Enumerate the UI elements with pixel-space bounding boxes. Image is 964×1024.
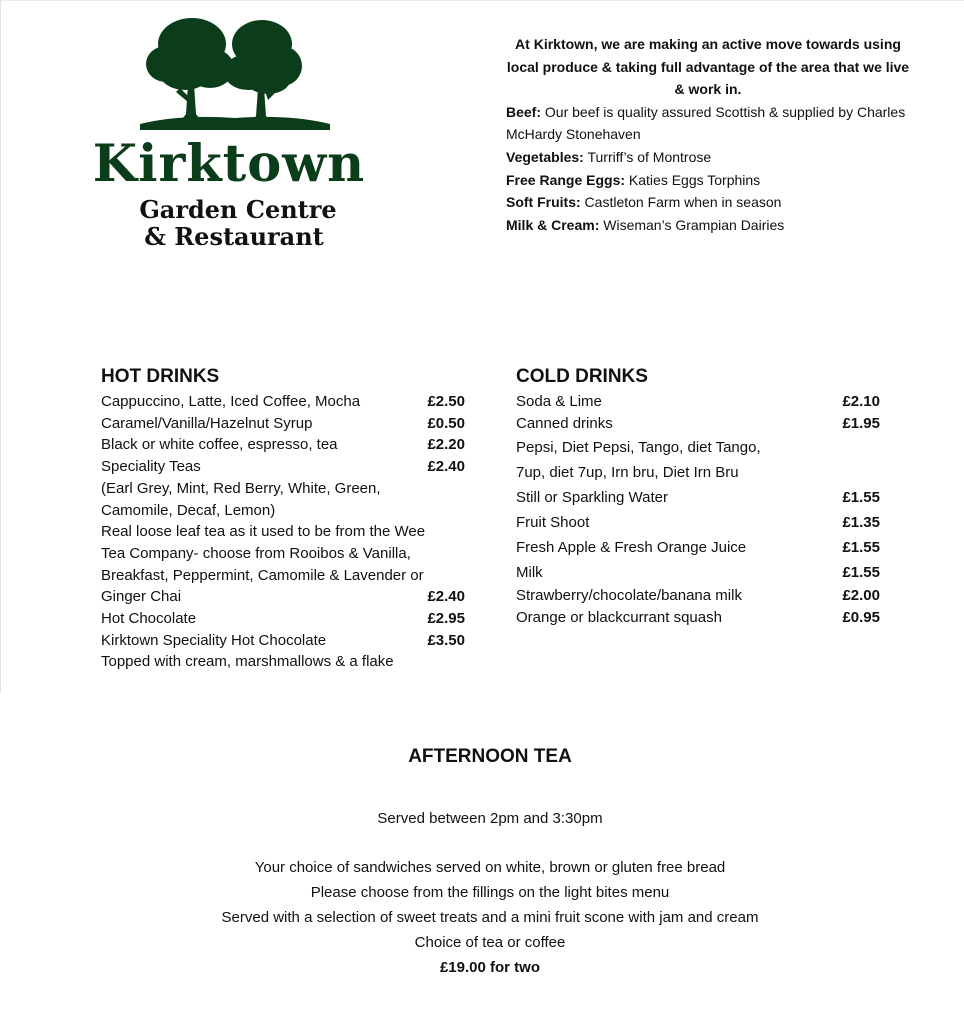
supplier-eggs [506, 169, 910, 192]
item-price: £3.50 [427, 631, 465, 649]
supplier-label: Vegetables: [506, 148, 584, 165]
item-text: Still or Sparkling Water [516, 489, 668, 506]
menu-row [101, 500, 465, 522]
afternoon-tea-section [0, 744, 964, 980]
item-text: Milk [516, 564, 543, 581]
item-text: Hot Chocolate [101, 610, 197, 628]
item-text: Cappuccino, Latte, Iced Coffee, Mocha [101, 393, 361, 410]
menu-row [516, 607, 880, 629]
menu-row [516, 510, 880, 535]
menu-row [101, 434, 465, 456]
cold-drinks-title: COLD DRINKS [516, 366, 648, 387]
menu-row [516, 585, 880, 607]
menu-row [101, 391, 465, 413]
afternoon-tea-serving-times: Served between 2pm and 3:30pm [377, 810, 603, 827]
menu-row [101, 456, 465, 478]
item-text: Speciality Teas [101, 458, 201, 476]
item-text: Real loose leaf tea as it used to be from the Wee [101, 523, 426, 541]
supplier-beef [506, 101, 910, 146]
supplier-text: Wiseman’s Grampian Dairies [599, 216, 785, 233]
menu-row [101, 521, 465, 543]
item-text: Canned drinks [516, 415, 613, 432]
trees-icon [140, 14, 330, 134]
supplier-soft-fruits [506, 191, 910, 214]
menu-row [101, 608, 465, 630]
item-text: Orange or blackcurrant squash [516, 609, 722, 626]
menu-row [101, 630, 465, 652]
afternoon-tea-description [0, 855, 964, 955]
local-produce-info [506, 33, 910, 236]
supplier-vegetables [506, 146, 910, 169]
description-line: Please choose from the fillings on the light bites menu [310, 884, 670, 901]
menu-row [516, 535, 880, 560]
menu-row [101, 478, 465, 500]
logo-wordmark: Kirktown [92, 134, 366, 194]
item-text: Ginger Chai [101, 588, 182, 606]
item-price: £2.40 [427, 458, 465, 476]
hot-drinks-section [101, 364, 465, 673]
menu-row [516, 413, 880, 435]
item-text: Kirktown Speciality Hot Chocolate [101, 631, 327, 649]
menu-row [516, 391, 880, 413]
description-line: Served with a selection of sweet treats and a mini fruit scone with jam and cream [221, 909, 759, 926]
menu-row [516, 435, 880, 460]
item-text: Tea Company- choose from Rooibos & Vanilla, [101, 544, 411, 562]
item-text: Fresh Apple & Fresh Orange Juice [516, 539, 747, 556]
page-top-border [0, 0, 964, 1]
afternoon-tea-title: AFTERNOON TEA [408, 746, 572, 767]
item-text: Black or white coffee, espresso, tea [101, 436, 338, 454]
item-price: £2.95 [427, 610, 465, 628]
item-price: £1.55 [842, 564, 880, 581]
afternoon-tea-price: £19.00 for two [439, 959, 541, 976]
supplier-label: Milk & Cream: [506, 216, 600, 233]
cold-drinks-section [516, 364, 880, 629]
item-price: £1.35 [842, 514, 880, 531]
item-price: £1.55 [842, 489, 880, 506]
menu-row [516, 560, 880, 585]
supplier-label: Beef: [506, 103, 542, 120]
supplier-milk-cream [506, 214, 910, 237]
page-left-border [0, 0, 1, 692]
item-text: Camomile, Decaf, Lemon) [101, 501, 276, 519]
item-text: (Earl Grey, Mint, Red Berry, White, Green, [101, 479, 381, 497]
hot-drinks-title: HOT DRINKS [101, 366, 220, 387]
item-price: £1.95 [842, 415, 880, 432]
supplier-label: Soft Fruits: [506, 194, 581, 211]
logo-subtitle-garden-centre: Garden Centre [139, 195, 337, 224]
supplier-text: Katies Eggs Torphins [625, 171, 761, 188]
supplier-text: Our beef is quality assured Scottish & supplied by Charles McHardy Stonehaven [506, 103, 906, 143]
item-price: £1.55 [842, 539, 880, 556]
local-produce-heading: At Kirktown, we are making an active move towards using local produce & taking full advantage of the area that we live & work in. [506, 36, 910, 98]
logo-subtitle-restaurant: & Restaurant [144, 222, 324, 251]
description-line: Your choice of sandwiches served on white, brown or gluten free bread [254, 859, 726, 876]
item-price: £2.10 [842, 393, 880, 410]
menu-row [101, 586, 465, 608]
item-text: Pepsi, Diet Pepsi, Tango, diet Tango, [516, 439, 761, 456]
menu-row [101, 651, 465, 673]
item-price: £0.50 [427, 414, 465, 432]
item-text: Breakfast, Peppermint, Camomile & Lavender or [101, 566, 424, 584]
item-text: 7up, diet 7up, Irn bru, Diet Irn Bru [516, 464, 739, 481]
item-text: Topped with cream, marshmallows & a flake [101, 653, 394, 671]
item-price: £0.95 [842, 609, 880, 626]
menu-row [101, 543, 465, 565]
item-price: £2.00 [842, 587, 880, 604]
supplier-label: Free Range Eggs: [506, 171, 626, 188]
menu-row [516, 460, 880, 485]
supplier-text: Castleton Farm when in season [580, 194, 782, 211]
kirktown-logo [62, 14, 402, 254]
menu-row [516, 485, 880, 510]
item-price: £2.50 [427, 393, 465, 410]
menu-row [101, 565, 465, 587]
item-price: £2.40 [427, 588, 465, 606]
item-text: Strawberry/chocolate/banana milk [516, 587, 742, 604]
item-price: £2.20 [427, 436, 465, 454]
menu-row [101, 413, 465, 435]
item-text: Soda & Lime [516, 393, 602, 410]
item-text: Fruit Shoot [516, 514, 590, 531]
description-line: Choice of tea or coffee [414, 934, 566, 951]
supplier-text: Turriff’s of Montrose [583, 148, 712, 165]
item-text: Caramel/Vanilla/Hazelnut Syrup [101, 414, 313, 432]
